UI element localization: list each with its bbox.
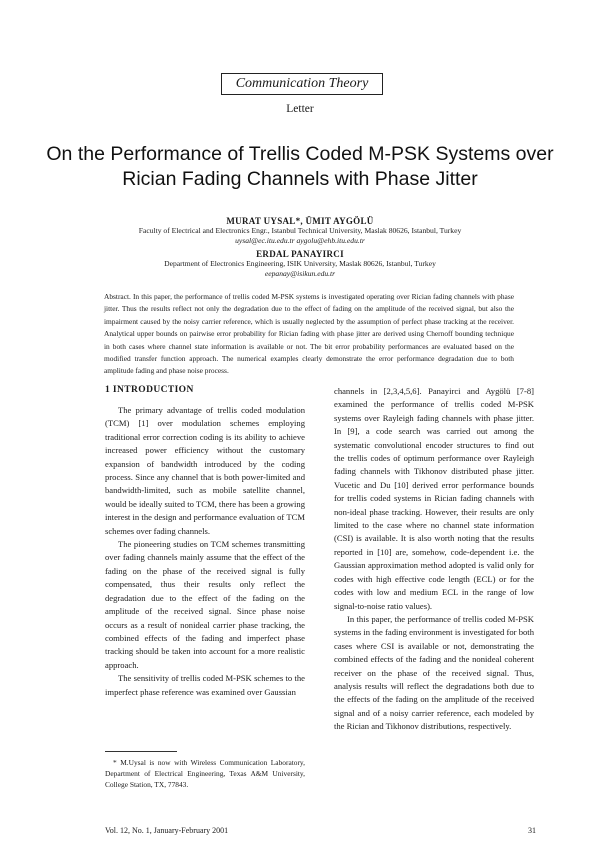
footnote-rule [105, 751, 177, 752]
journal-info: Vol. 12, No. 1, January-February 2001 [105, 826, 229, 835]
author-line-2: ERDAL PANAYIRCI [256, 249, 344, 259]
right-column [334, 385, 534, 734]
paper-title: On the Performance of Trellis Coded M-PSK Systems over Rician Fading Channels with Phase Jitter [46, 143, 554, 190]
footnote: * M.Uysal is now with Wireless Communication Laboratory, Department of Electrical Engineering, Texas A&M University, College Station, TX, 77843. [105, 758, 305, 789]
author-line-1: MURAT UYSAL*, ÜMIT AYGÖLÜ [226, 216, 374, 226]
abstract: Abstract. In this paper, the performance of trellis coded M-PSK systems is investigated operating over Rician fading channels with phase jitter. Thus the results reflect not only the degradation due to the effect of fading on the amplitude of the received signal, but also the impairment caused by the noisy carrier reference, which is usually neglected by the assumption of perfect phase tracking at the receiver. Analytical upper bounds on pairwise error probability for Rician fading with phase jitter are derived using Chernoff bounding technique in both cases where channel state information is available or not. The bit error probability performances are evaluated based on the modified transfer function approach. The numerical examples clearly demonstrate the error performance degradation due to both amplitude fading and phase noise process. [104, 292, 514, 376]
page-number: 31 [528, 826, 536, 835]
paragraph: channels in [2,3,4,5,6]. Panayirci and Aygölü [7-8] examined the performance of trellis coded M-PSK systems over Rayleigh fading channels with phase jitter. In [9], a code search was carried out among the systematic convolutional encoder structures to find out the trellis codes of optimum performance over Rayleigh fading channels with Tikhonov distributed phase jitter. Vucetic and Du [10] derived error performance bounds for trellis coded systems in Rician fading channels with non-ideal phase tracking. However, their results are only limited to the case where no channel state information (CSI) is available. It is also worth noting that the results reported in [10] are, somehow, code-dependent i.e. the Gaussian approximation method adopted is valid only for codes with high effective code length (ECL) or for the codes with low and medium ECL in the range of low signal-to-noise ratio values). [334, 386, 534, 611]
paragraph: The sensitivity of trellis coded M-PSK schemes to the imperfect phase reference was examined over Gaussian [105, 673, 305, 697]
paragraph: The primary advantage of trellis coded modulation (TCM) [1] over modulation schemes employing traditional error correction coding is its ability to achieve increased power efficiency without the customary expansion of bandwidth introduced by the coding process. Since any channel that is both power-limited and bandwidth-limited, such as mobile satellite channel, would be ideally suited to TCM, there has been a growing interest in the design and performance evaluation of TCM schemes over fading channels. [105, 405, 305, 536]
article-type: Letter [286, 103, 314, 115]
section-label: Communication Theory [221, 73, 383, 95]
paragraph: In this paper, the performance of trellis coded M-PSK systems in the fading environment is investigated for both cases where CSI is available or not, demonstrating the combined effects of the fading and the nonideal coherent receiver on the phase of the received signal. Thus, analysis results will reflect the degradations both due to the effects of the fading on the amplitude of the received signal and of a noisy carrier reference, each modeled by the Rician and Tikhonov distributions, respectively. [334, 613, 534, 732]
affiliation-1: Faculty of Electrical and Electronics Engr., Istanbul Technical University, Maslak 80626, Istanbul, Turkey [138, 226, 462, 235]
paragraph: The pioneering studies on TCM schemes transmitting over fading channels mainly assume that the effect of the fading on the phase of the received signal is fully compensated, thus their results only reflect the degradation due to the effect of the fading on the amplitude of the received signal. Since phase noise occurs as a result of nonideal carrier phase tracking, the combined effects of the fading and imperfect phase tracking should be taken into account for a more realistic approach. [105, 539, 305, 670]
section-heading: 1 INTRODUCTION [105, 385, 194, 395]
left-column [105, 404, 305, 699]
affiliation-2: Department of Electronics Engineering, ISIK University, Maslak 80626, Istanbul, Turkey [164, 259, 436, 268]
email-2: eepanay@isikun.edu.tr [264, 269, 336, 278]
email-1: uysal@ec.itu.edu.tr aygolu@ehb.itu.edu.tr [235, 236, 365, 245]
